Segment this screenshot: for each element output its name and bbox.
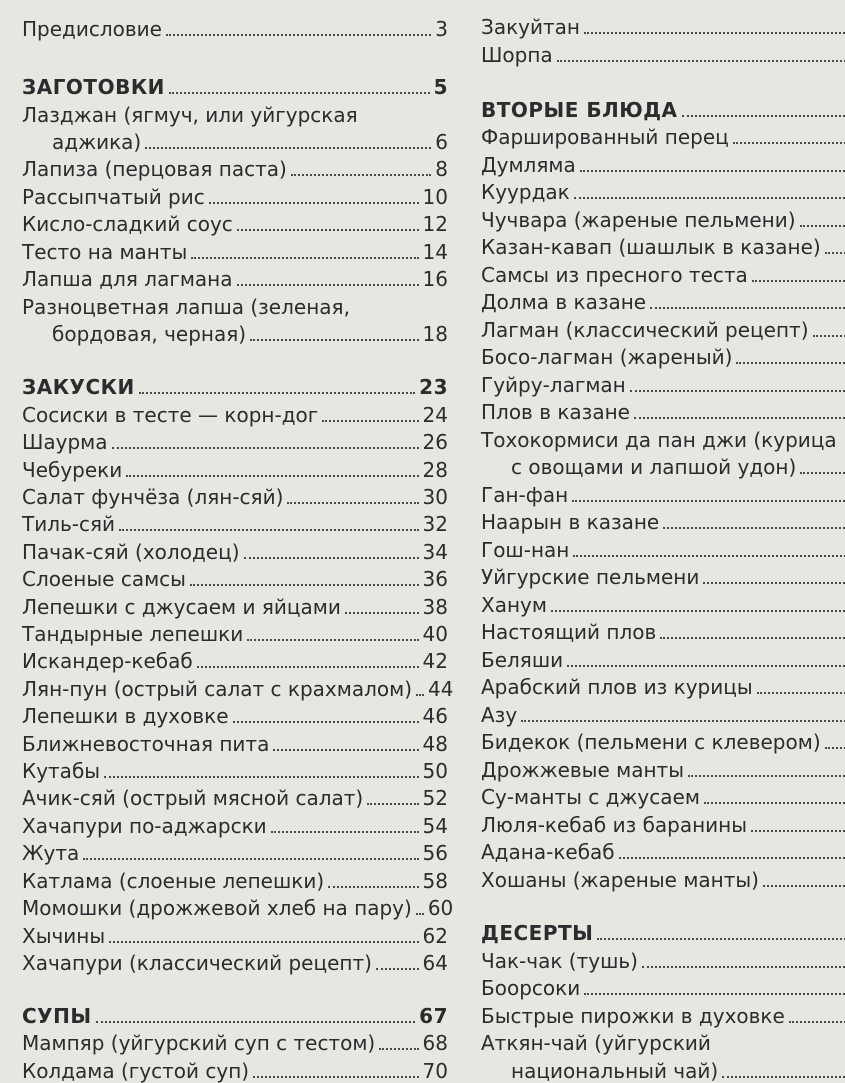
toc-entry — [481, 727, 845, 754]
page-number: 38 — [423, 595, 448, 619]
toc-entry — [22, 564, 448, 591]
page-number: 67 — [419, 1004, 448, 1028]
dot-leader — [704, 802, 845, 804]
dot-leader — [345, 612, 419, 614]
page-number: 23 — [419, 375, 448, 399]
toc-entry — [481, 342, 845, 369]
entry-title: Долма в казане — [481, 290, 646, 314]
dot-leader — [169, 92, 430, 94]
dot-leader — [572, 500, 845, 502]
toc-entry — [481, 425, 845, 452]
page-number: 68 — [423, 1031, 448, 1055]
page-number: 58 — [423, 869, 448, 893]
dot-leader — [247, 639, 418, 641]
toc-entry — [481, 865, 845, 892]
entry-title: Тандырные лепешки — [22, 622, 243, 646]
toc-entry — [22, 209, 448, 236]
page-number: 62 — [423, 924, 448, 948]
entry-title: Закуйтан — [481, 15, 580, 39]
toc-entry — [22, 100, 448, 127]
toc-entry — [481, 755, 845, 782]
entry-title: Ханум — [481, 593, 547, 617]
page-number: 46 — [423, 704, 448, 728]
page-number: 30 — [423, 485, 448, 509]
entry-title: Люля-кебаб из баранины — [481, 813, 747, 837]
toc-entry — [481, 1028, 845, 1055]
entry-title: Тохокормиси да пан джи (курица — [481, 428, 837, 452]
entry-title: Ган-фан — [481, 483, 568, 507]
section-title: ДЕСЕРТЫ — [481, 921, 593, 945]
toc-entry — [481, 287, 845, 314]
dot-leader — [250, 339, 418, 341]
dot-leader — [104, 776, 418, 778]
toc-entry — [22, 182, 448, 209]
toc-entry — [22, 866, 448, 893]
dot-leader — [209, 202, 419, 204]
entry-title: Чак-чак (тушь) — [481, 949, 638, 973]
toc-entry — [22, 455, 448, 482]
dot-leader — [800, 225, 845, 227]
dot-leader — [197, 666, 419, 668]
dot-leader — [557, 60, 845, 62]
toc-entry — [22, 619, 448, 646]
page-number: 6 — [435, 130, 448, 154]
entry-title: бордовая, черная) — [22, 322, 246, 346]
toc-entry — [22, 537, 448, 564]
page-number: 8 — [435, 157, 448, 181]
toc-entry — [481, 40, 845, 67]
dot-leader — [191, 257, 418, 259]
dot-leader — [367, 803, 418, 805]
entry-title: Гош-нан — [481, 538, 569, 562]
entry-title: Быстрые пирожки в духовке — [481, 1004, 785, 1028]
entry-title: Искандер-кебаб — [22, 649, 193, 673]
entry-title: Катлама (слоеные лепешки) — [22, 869, 324, 893]
dot-leader — [328, 886, 418, 888]
toc-entry — [22, 1056, 448, 1083]
dot-leader — [597, 938, 845, 940]
dot-leader — [273, 749, 418, 751]
toc-entry — [481, 150, 845, 177]
dot-leader — [736, 362, 845, 364]
entry-title: национальный чай) — [481, 1059, 718, 1083]
dot-leader — [574, 197, 845, 199]
toc-entry — [481, 535, 845, 562]
toc-entry — [22, 154, 448, 181]
entry-title: Хошаны (жареные манты) — [481, 868, 759, 892]
toc-entry — [22, 701, 448, 728]
toc-entry — [22, 509, 448, 536]
entry-title: Лагман (классический рецепт) — [481, 318, 809, 342]
dot-leader — [96, 1021, 416, 1023]
toc-entry — [481, 177, 845, 204]
entry-title: Лазджан (ягмуч, или уйгурская — [22, 103, 358, 127]
page-number: 28 — [423, 458, 448, 482]
dot-leader — [733, 142, 845, 144]
dot-leader — [630, 390, 845, 392]
section-title: ЗАКУСКИ — [22, 375, 135, 399]
page-number: 54 — [423, 814, 448, 838]
dot-leader — [573, 555, 845, 557]
entry-title: Гуйру-лагман — [481, 373, 626, 397]
dot-leader — [322, 420, 418, 422]
page-number: 3 — [435, 17, 448, 41]
toc-entry — [481, 205, 845, 232]
entry-title: Аткян-чай (уйгурский — [481, 1031, 711, 1055]
dot-leader — [682, 115, 845, 117]
dot-leader — [379, 1048, 418, 1050]
entry-title: Сосиски в тесте — корн-дог — [22, 403, 318, 427]
page-number: 12 — [423, 212, 448, 236]
toc-entry — [481, 452, 845, 479]
toc-entry — [22, 427, 448, 454]
page-number: 40 — [423, 622, 448, 646]
page-number: 36 — [423, 567, 448, 591]
entry-title: Жута — [22, 841, 79, 865]
page-number: 60 — [428, 896, 453, 920]
dot-leader — [83, 858, 418, 860]
toc-section-heading — [481, 918, 845, 945]
entry-title: аджика) — [22, 130, 141, 154]
dot-leader — [416, 694, 424, 696]
page-number: 32 — [423, 512, 448, 536]
page-number: 56 — [423, 841, 448, 865]
toc-entry — [22, 729, 448, 756]
entry-title: Беляши — [481, 648, 563, 672]
toc-entry — [22, 783, 448, 810]
page-number: 50 — [423, 759, 448, 783]
entry-title: Предисловие — [22, 17, 162, 41]
entry-title: Лапиза (перцовая паста) — [22, 157, 287, 181]
toc-section-heading — [22, 1001, 448, 1028]
dot-leader — [584, 993, 845, 995]
toc-entry — [22, 756, 448, 783]
entry-title: Рассыпчатый рис — [22, 185, 205, 209]
toc-entry — [22, 921, 448, 948]
section-title: ЗАГОТОВКИ — [22, 75, 165, 99]
dot-leader — [660, 637, 845, 639]
entry-title: Плов в казане — [481, 400, 630, 424]
dot-leader — [139, 392, 415, 394]
dot-leader — [757, 692, 845, 694]
dot-leader — [751, 830, 845, 832]
entry-title: Дрожжевые манты — [481, 758, 684, 782]
page-number: 34 — [423, 540, 448, 564]
entry-title: Мампяр (уйгурский суп с тестом) — [22, 1031, 375, 1055]
toc-entry — [481, 480, 845, 507]
toc-entry — [481, 315, 845, 342]
toc-entry — [22, 482, 448, 509]
entry-title: Босо-лагман (жареный) — [481, 345, 732, 369]
page-number: 70 — [423, 1059, 448, 1083]
page-number: 52 — [423, 786, 448, 810]
dot-leader — [112, 447, 419, 449]
toc-entry — [22, 127, 448, 154]
toc-entry — [22, 893, 448, 920]
toc-entry — [481, 700, 845, 727]
toc-entry — [22, 264, 448, 291]
page-number: 42 — [423, 649, 448, 673]
entry-title: Шорпа — [481, 43, 553, 67]
toc-entry — [22, 592, 448, 619]
dot-leader — [825, 747, 845, 749]
dot-leader — [825, 252, 845, 254]
dot-leader — [190, 584, 419, 586]
dot-leader — [642, 966, 845, 968]
entry-title: Хачапури по-аджарски — [22, 814, 267, 838]
toc-section-heading — [22, 372, 448, 399]
dot-leader — [619, 857, 845, 859]
toc-entry — [22, 400, 448, 427]
toc-entry — [22, 838, 448, 865]
toc-entry — [481, 617, 845, 644]
dot-leader — [634, 417, 845, 419]
entry-title: Боорсоки — [481, 976, 580, 1000]
entry-title: Куурдак — [481, 180, 570, 204]
entry-title: Кисло-сладкий соус — [22, 212, 233, 236]
dot-leader — [722, 1076, 845, 1078]
toc-entry — [22, 948, 448, 975]
entry-title: Адана-кебаб — [481, 840, 615, 864]
dot-leader — [287, 502, 418, 504]
page-number: 16 — [423, 267, 448, 291]
entry-title: Разноцветная лапша (зеленая, — [22, 295, 350, 319]
dot-leader — [109, 941, 418, 943]
entry-title: Уйгурские пельмени — [481, 565, 699, 589]
entry-title: Лян-пун (острый салат с крахмалом) — [22, 677, 412, 701]
dot-leader — [237, 229, 419, 231]
entry-title: Лапша для лагмана — [22, 267, 233, 291]
entry-title: Чебуреки — [22, 458, 122, 482]
toc-entry — [481, 782, 845, 809]
dot-leader — [663, 527, 845, 529]
entry-title: Арабский плов из курицы — [481, 675, 753, 699]
page-number: 48 — [423, 732, 448, 756]
dot-leader — [237, 284, 419, 286]
entry-title: Азу — [481, 703, 517, 727]
toc-entry — [22, 319, 448, 346]
toc-entry — [481, 810, 845, 837]
toc-entry — [22, 1028, 448, 1055]
toc-entry — [22, 674, 448, 701]
dot-leader — [244, 557, 419, 559]
entry-title: Хачапури (классический рецепт) — [22, 951, 372, 975]
dot-leader — [703, 582, 845, 584]
dot-leader — [813, 335, 845, 337]
toc-entry — [481, 260, 845, 287]
dot-leader — [580, 170, 845, 172]
toc-entry — [481, 507, 845, 534]
entry-title: Тиль-сяй — [22, 512, 115, 536]
toc-entry — [481, 946, 845, 973]
section-title: ВТОРЫЕ БЛЮДА — [481, 98, 678, 122]
dot-leader — [551, 610, 845, 612]
dot-leader — [253, 1076, 418, 1078]
page-number: 44 — [428, 677, 453, 701]
dot-leader — [291, 174, 431, 176]
section-title: СУПЫ — [22, 1004, 92, 1028]
entry-title: Ближневосточная пита — [22, 732, 269, 756]
toc-entry — [481, 672, 845, 699]
entry-title: Слоеные самсы — [22, 567, 186, 591]
toc-entry — [481, 590, 845, 617]
dot-leader — [126, 475, 418, 477]
entry-title: Казан-кавап (шашлык в казане) — [481, 235, 821, 259]
toc-entry — [481, 370, 845, 397]
page-number: 26 — [423, 430, 448, 454]
page-number: 10 — [423, 185, 448, 209]
dot-leader — [789, 1021, 845, 1023]
toc-section-heading — [481, 95, 845, 122]
entry-title: Хычины — [22, 924, 105, 948]
toc-entry — [22, 811, 448, 838]
toc-entry — [22, 237, 448, 264]
entry-title: Наарын в казане — [481, 510, 659, 534]
toc-entry — [481, 1001, 845, 1028]
page-number: 5 — [434, 75, 448, 99]
entry-title: Шаурма — [22, 430, 108, 454]
entry-title: Ачик-сяй (острый мясной салат) — [22, 786, 363, 810]
dot-leader — [567, 665, 845, 667]
toc-entry — [22, 292, 448, 319]
entry-title: Чучвара (жареные пельмени) — [481, 208, 796, 232]
entry-title: Думляма — [481, 153, 576, 177]
toc-entry — [481, 562, 845, 589]
dot-leader — [416, 913, 424, 915]
toc-entry — [481, 397, 845, 424]
entry-title: Лепешки в духовке — [22, 704, 229, 728]
page-number: 24 — [423, 403, 448, 427]
entry-title: Колдама (густой суп) — [22, 1059, 249, 1083]
dot-leader — [688, 775, 845, 777]
dot-leader — [650, 307, 845, 309]
entry-title: с овощами и лапшой удон) — [481, 455, 796, 479]
dot-leader — [271, 831, 419, 833]
page-number: 64 — [423, 951, 448, 975]
entry-title: Настоящий плов — [481, 620, 656, 644]
dot-leader — [752, 280, 845, 282]
toc-entry — [481, 122, 845, 149]
entry-title: Салат фунчёза (лян-сяй) — [22, 485, 283, 509]
entry-title: Момошки (дрожжевой хлеб на пару) — [22, 896, 412, 920]
entry-title: Лепешки с джусаем и яйцами — [22, 595, 341, 619]
entry-title: Фаршированный перец — [481, 125, 729, 149]
entry-title: Пачак-сяй (холодец) — [22, 540, 240, 564]
entry-title: Самсы из пресного теста — [481, 263, 748, 287]
toc-entry — [481, 232, 845, 259]
dot-leader — [233, 721, 419, 723]
dot-leader — [584, 32, 845, 34]
toc-entry — [481, 12, 845, 39]
dot-leader — [145, 147, 431, 149]
toc-entry — [481, 973, 845, 1000]
toc-entry — [22, 14, 448, 41]
page-number: 18 — [423, 322, 448, 346]
entry-title: Су-манты с джусаем — [481, 785, 700, 809]
entry-title: Кутабы — [22, 759, 100, 783]
toc-entry — [481, 645, 845, 672]
dot-leader — [800, 472, 845, 474]
dot-leader — [376, 968, 419, 970]
toc-entry — [481, 1056, 845, 1083]
page-number: 14 — [423, 240, 448, 264]
dot-leader — [119, 529, 419, 531]
entry-title: Бидекок (пельмени с клевером) — [481, 730, 821, 754]
toc-entry — [22, 646, 448, 673]
dot-leader — [166, 34, 431, 36]
entry-title: Тесто на манты — [22, 240, 187, 264]
dot-leader — [763, 885, 845, 887]
toc-section-heading — [22, 72, 448, 99]
dot-leader — [521, 720, 845, 722]
toc-entry — [481, 837, 845, 864]
